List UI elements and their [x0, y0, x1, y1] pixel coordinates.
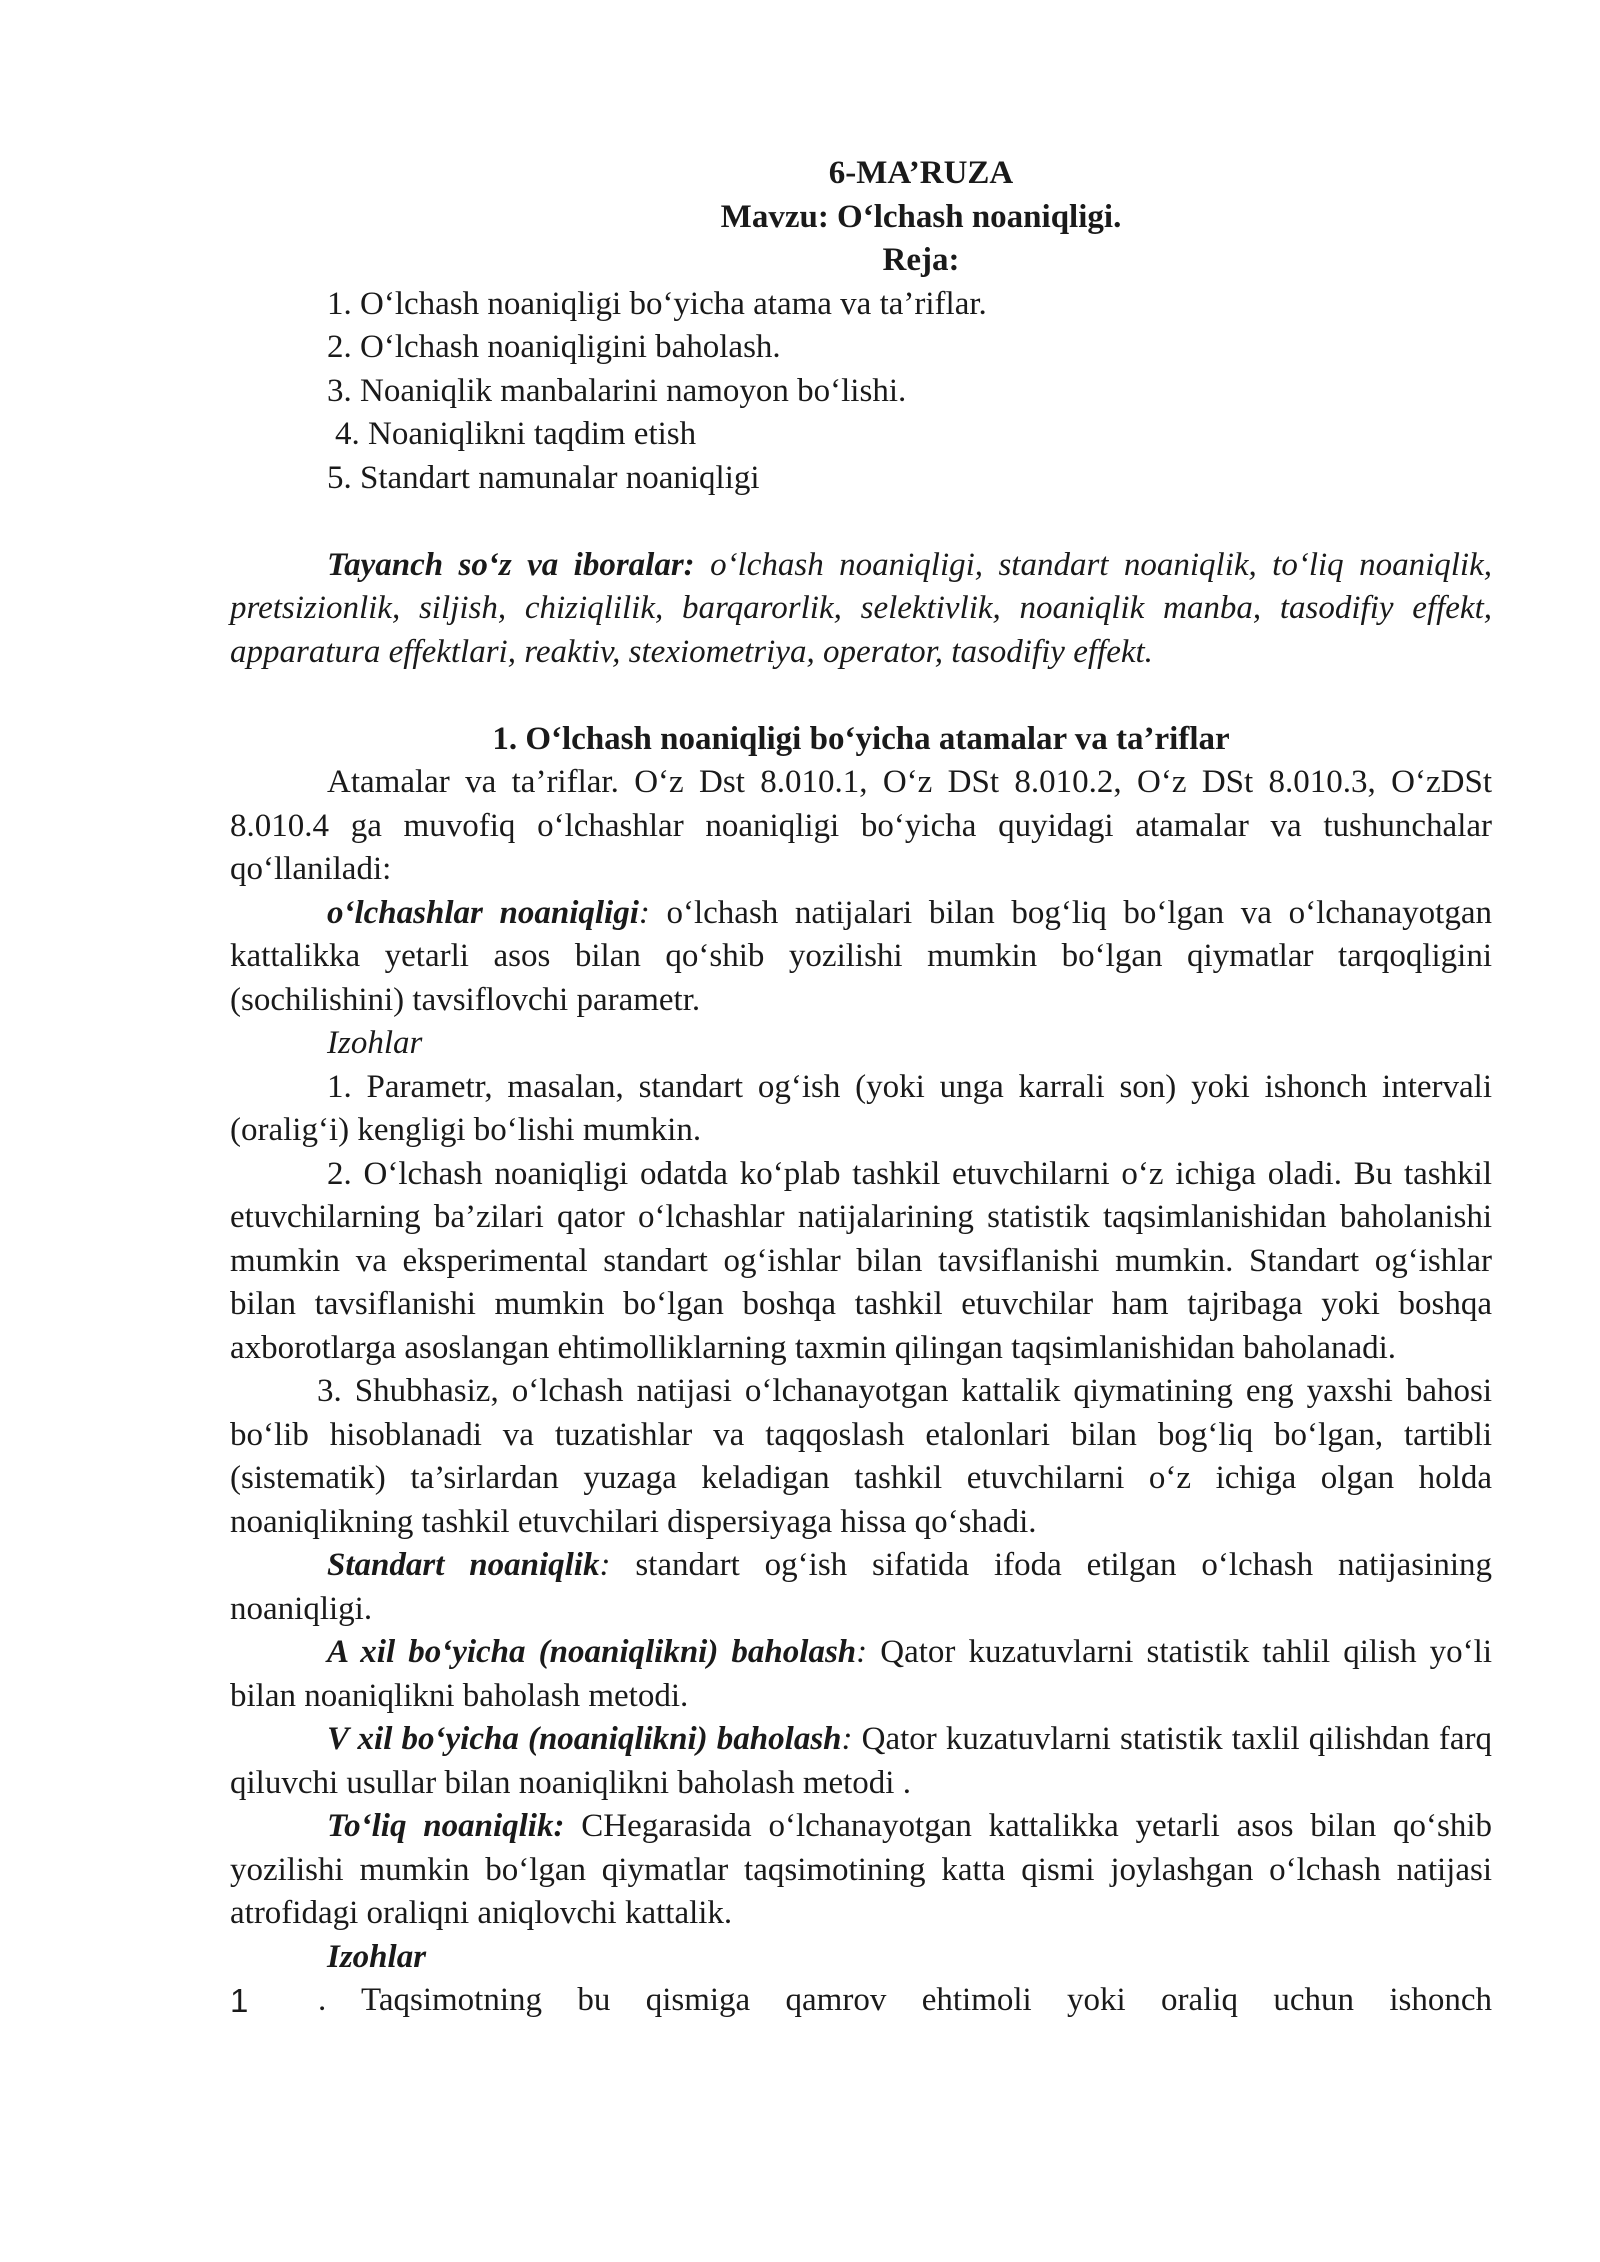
definition-text: Qator kuzatuvlarni statistik tahlil qilish yo‘li bilan noaniqlikni baholash metodi. — [230, 1634, 1492, 1714]
definition-paragraph: A xil bo‘yicha (noaniqlikni) baholash: Qator kuzatuvlarni statistik tahlil qilish yo‘li bilan noaniqlikni baholash metodi. — [230, 1634, 1492, 1714]
lecture-topic: Mavzu: O‘lchash noaniqligi. — [720, 198, 1122, 235]
intro-paragraph: Atamalar va ta’riflar. O‘z Dst 8.010.1, O‘z DSt 8.010.2, O‘z DSt 8.010.3, O‘zDSt 8.010.4 ga muvofiq o‘lchashlar noaniqligi bo‘yicha quyidagi atamalar va tushunchalar qo‘llaniladi: — [230, 764, 1492, 887]
plan-item: 2. O‘lchash noaniqligini baholash. — [327, 329, 781, 365]
plan-item: 3. Noaniqlik manbalarini namoyon bo‘lishi. — [327, 372, 907, 409]
definition-text: o‘lchash natijalari bilan bog‘liq bo‘lgan va o‘lchanayotgan kattalikka yetarli asos bilan qo‘shib yozilishi mumkin bo‘lgan qiymatlar tarqoqligini (sochilishini) tavsiflovchi parametr. — [230, 894, 1492, 1018]
section-heading: 1. O‘lchash noaniqligi bo‘yicha atamalar va ta’riflar — [492, 720, 1230, 757]
plan-item: 5. Standart namunalar noaniqligi — [327, 459, 760, 496]
definition-paragraph: o‘lchashlar noaniqligi: o‘lchash natijalari bilan bog‘liq bo‘lgan va o‘lchanayotgan kattalikka yetarli asos bilan qo‘shib yozilishi mumkin bo‘lgan qiymatlar tarqoqligini (sochilishini) tavsiflovchi parametr. — [230, 894, 1492, 1018]
keywords-label: Tayanch so‘z va iboralar: — [327, 546, 695, 583]
definition-paragraph — [230, 1805, 1492, 1936]
note-item-1 — [230, 1979, 1492, 2023]
note-paragraph: 3. Shubhasiz, o‘lchash natijasi o‘lchanayotgan kattalik qiymatining eng yaxshi bahosi bo‘lib hisoblanadi va tuzatishlar va taqqoslash etalonlari bilan bog‘liq bo‘lgan, tartibli (sistematik) ta’sirlardan yuzaga keladigan tashkil etuvchilarni o‘z ichiga olgan holda noaniqlikning tashkil etuvchilari dispersiyaga hissa qo‘shadi. — [230, 1373, 1492, 1540]
lecture-number: 6-MA’RUZA — [828, 155, 1014, 191]
definition-text: Qator kuzatuvlarni statistik taxlil qilishdan farq qiluvchi usullar bilan noaniqlikni baholash metodi . — [230, 1721, 1492, 1801]
definition-paragraph: V xil bo‘yicha (noaniqlikni) baholash: Qator kuzatuvlarni statistik taxlil qilishdan farq qiluvchi usullar bilan noaniqlikni baholash metodi . — [230, 1721, 1492, 1801]
definition-term: A xil bo‘yicha (noaniqlikni) baholash — [327, 1634, 857, 1670]
keywords-paragraph — [230, 544, 1492, 675]
plan-title: Reja: — [882, 242, 960, 278]
note-paragraph: 1. Parametr, masalan, standart og‘ish (yoki unga karrali son) yoki ishonch intervali (oralig‘i) kengligi bo‘lishi mumkin. — [230, 1068, 1492, 1148]
plan-item: 1. O‘lchash noaniqligi bo‘yicha atama va ta’riflar. — [327, 285, 987, 322]
definition-term: o‘lchashlar noaniqligi — [327, 894, 639, 931]
notes-label: Izohlar — [327, 1025, 423, 1061]
note-number: 1 — [230, 1982, 249, 2019]
note-paragraph: 2. O‘lchash noaniqligi odatda ko‘plab tashkil etuvchilarni o‘z ichiga oladi. Bu tashkil etuvchilarning ba’zilari qator o‘lchashlar natijalarining statistik taqsimlanishidan baholanishi mumkin va eksperimental standart og‘ishlar bilan tavsiflanishi mumkin. Standart og‘ishlar bilan tavsiflanishi mumkin bo‘lgan boshqa tashkil etuvchilar ham tajribaga yoki boshqa axborotlarga asoslangan ehtimolliklarning taxmin qilingan taqsimlanishidan baholanadi. — [230, 1155, 1492, 1366]
notes-label: Izohlar — [327, 1938, 427, 1975]
definition-term: V xil bo‘yicha (noaniqlikni) baholash — [327, 1721, 842, 1757]
definition-term: To‘liq noaniqlik: — [327, 1808, 565, 1844]
page-content — [230, 152, 1492, 2023]
plan-list — [230, 283, 1492, 501]
plan-item: 4. Noaniqlikni taqdim etish — [335, 416, 697, 452]
definition-text: CHegarasida o‘lchanayotgan kattalikka yetarli asos bilan qo‘shib yozilishi mumkin bo‘lgan qiymatlar taqsimotining katta qismi joylashgan o‘lchash natijasi atrofidagi oraliqni aniqlovchi kattalik. — [230, 1808, 1492, 1931]
keywords-text: o‘lchash noaniqligi, standart noaniqlik, to‘liq noaniqlik, pretsizionlik, siljish, chiziqlilik, barqarorlik, selektivlik, noaniqlik manba, tasodifiy effekt, apparatura effektlari, reaktiv, stexiometriya, operator, tasodifiy effekt. — [230, 546, 1492, 670]
definition-term: Standart noaniqlik — [327, 1547, 600, 1583]
note-text: . Taqsimotning bu qismiga qamrov ehtimoli yoki oraliq uchun ishonch — [318, 1982, 1492, 2018]
definition-text: standart og‘ish sifatida ifoda etilgan o‘lchash natijasining noaniqligi. — [230, 1547, 1492, 1627]
definition-paragraph: Standart noaniqlik: standart og‘ish sifatida ifoda etilgan o‘lchash natijasining noaniqligi. — [230, 1547, 1492, 1627]
